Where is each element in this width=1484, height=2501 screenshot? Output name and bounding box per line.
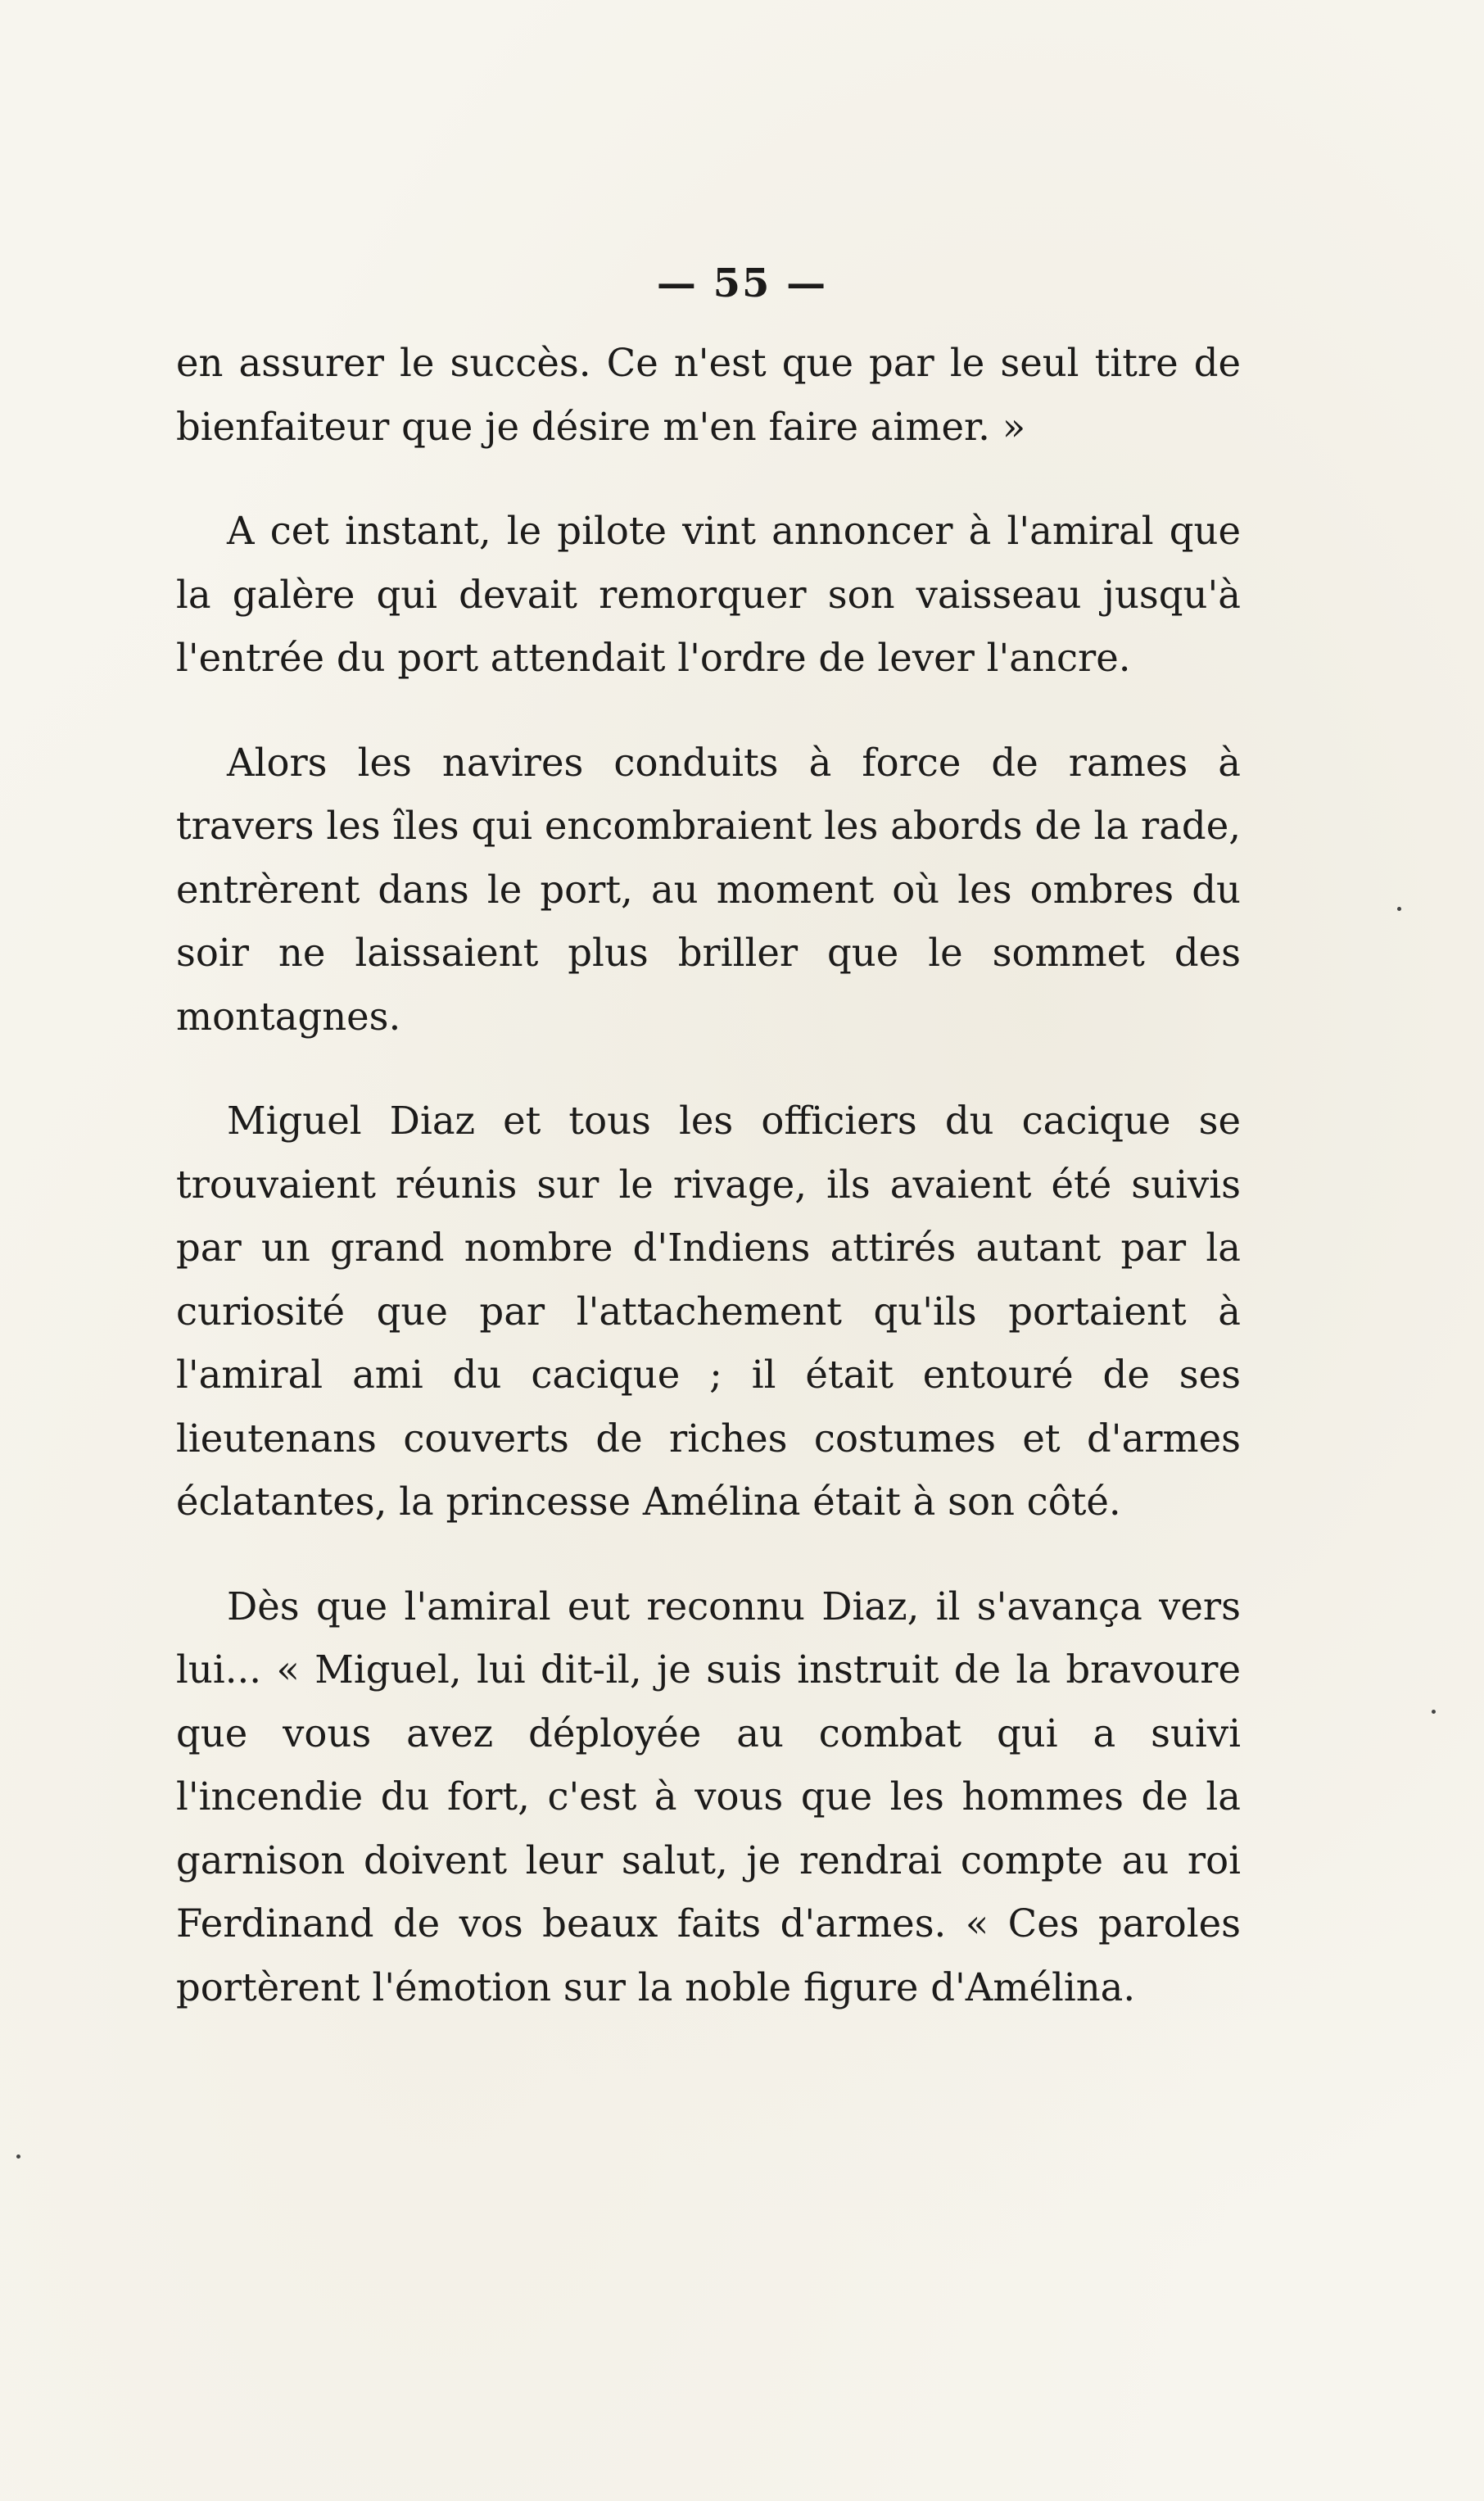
paragraph: Dès que l'amiral eut reconnu Diaz, il s'avança vers lui... « Miguel, lui dit-il, je suis instruit de la bravoure que vous avez déployée au combat qui a suivi l'incendie du fort, c'est à vous que les hommes de la garnison doivent leur salut, je rendrai compte au roi Ferdinand de vos beaux faits d'armes. « Ces paroles portèrent l'émotion sur la noble figure d'Amélina. [176, 1584, 1241, 2009]
paragraph: en assurer le succès. Ce n'est que par le seul titre de bienfaiteur que je désire m'en faire aimer. » [176, 341, 1241, 449]
paragraph-gap [176, 1534, 1241, 1575]
paragraph: Miguel Diaz et tous les officiers du cacique se trouvaient réunis sur le rivage, ils avaient été suivis par un grand nombre d'Indiens attirés autant par la curiosité que par l'attachement qu'ils portaient à l'amiral ami du cacique ; il était entouré de ses lieutenans couverts de riches costumes et d'armes éclatantes, la princesse Amélina était à son côté. [176, 1099, 1241, 1524]
paper-speck [1397, 907, 1401, 911]
paragraph: Alors les navires conduits à force de rames à travers les îles qui encombraient les abords de la rade, entrèrent dans le port, au moment où les ombres du soir ne laissaient plus briller que le sommet des montagnes. [176, 740, 1241, 1039]
paper-speck [16, 2154, 20, 2159]
paragraph-gap [176, 459, 1241, 500]
paragraph: A cet instant, le pilote vint annoncer à l'amiral que la galère qui devait remorquer son vaisseau jusqu'à l'entrée du port attendait l'ordre de lever l'ancre. [176, 509, 1241, 680]
page-number: — 55 — [656, 261, 828, 306]
paper-speck [1432, 1710, 1436, 1714]
paragraph-gap [176, 691, 1241, 732]
body-text [176, 332, 1241, 2019]
paragraph-gap [176, 1049, 1241, 1090]
